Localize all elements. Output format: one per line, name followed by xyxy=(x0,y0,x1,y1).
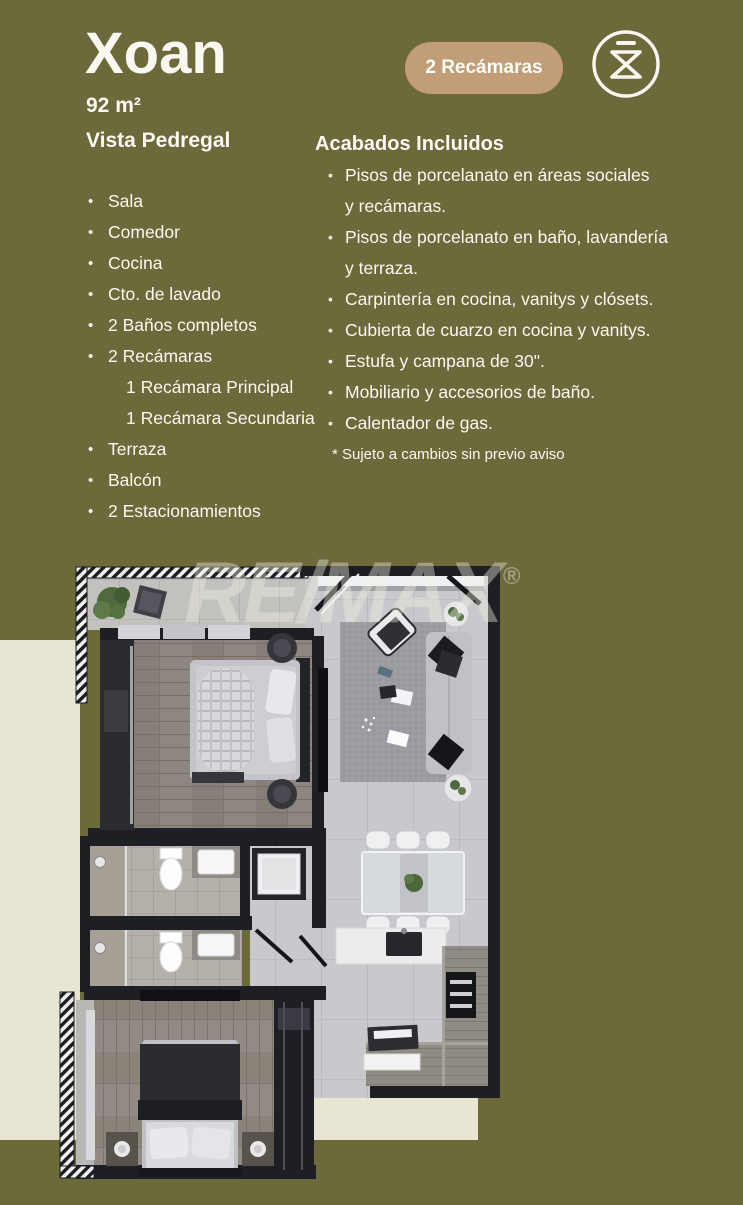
finishes-list-line: • Carpintería en cocina, vanitys y clósets. xyxy=(328,284,728,315)
unit-location: Vista Pedregal xyxy=(86,129,231,152)
registered-mark: ® xyxy=(502,563,521,590)
nightstand-left xyxy=(106,1132,138,1166)
laundry-machine xyxy=(252,848,306,900)
finishes-list-line: y recámaras. xyxy=(345,196,447,216)
finishes-list-line: • Pisos de porcelanato en áreas sociales xyxy=(328,160,728,191)
feature-list-item: • Comedor xyxy=(88,217,318,248)
unit-area: 92 m² xyxy=(86,94,141,117)
finishes-heading: Acabados Incluidos xyxy=(315,133,504,155)
finishes-list-line: • Mobiliario y accesorios de baño. xyxy=(328,377,728,408)
finishes-list-line: • Pisos de porcelanato en baño, lavandería xyxy=(328,222,728,253)
hourglass-logo-icon xyxy=(590,28,662,100)
stove xyxy=(446,972,476,1018)
master-tv-console xyxy=(318,668,328,792)
finishes-list-line: • Calentador de gas. xyxy=(328,408,728,439)
vanity-2 xyxy=(192,930,240,960)
kitchen-shelf xyxy=(364,1025,420,1070)
balcony-door xyxy=(86,1010,95,1160)
vanity-1 xyxy=(192,846,240,878)
shower-1 xyxy=(90,846,124,916)
feature-list-item: • Terraza xyxy=(88,434,318,465)
finishes-note: * Sujeto a cambios sin previo aviso xyxy=(332,446,565,463)
feature-list-item: • 2 Recámaras xyxy=(88,341,318,372)
dining-area xyxy=(362,831,464,934)
shower-2 xyxy=(90,930,124,986)
finishes-list-line: • Cubierta de cuarzo en cocina y vanitys. xyxy=(328,315,728,346)
feature-list-item: 1 Recámara Secundaria xyxy=(126,408,315,428)
master-bed xyxy=(190,658,310,783)
feature-list xyxy=(88,186,318,527)
bedrooms-badge xyxy=(405,42,563,94)
toilet-1 xyxy=(160,848,182,890)
finishes-list xyxy=(328,160,728,470)
toilet-2 xyxy=(160,932,182,972)
remax-watermark-brand: RE/MAX xyxy=(184,545,501,641)
sofa xyxy=(426,632,472,774)
feature-list-item: • Sala xyxy=(88,186,318,217)
finishes-list-line: y terraza. xyxy=(345,258,418,278)
page-title: Xoan xyxy=(85,21,227,86)
second-bed xyxy=(138,1040,242,1177)
feature-list-item: • 2 Baños completos xyxy=(88,310,318,341)
feature-list-item: 1 Recámara Principal xyxy=(126,377,294,397)
kitchen-sink xyxy=(386,932,422,956)
bedrooms-badge-label: 2 Recámaras xyxy=(425,57,543,78)
feature-list-item: • Balcón xyxy=(88,465,318,496)
feature-list-item: • Cto. de lavado xyxy=(88,279,318,310)
feature-list-item: • Cocina xyxy=(88,248,318,279)
nightstand-right xyxy=(242,1132,274,1166)
finishes-list-line: • Estufa y campana de 30". xyxy=(328,346,728,377)
master-closet xyxy=(100,640,134,830)
remax-watermark xyxy=(184,544,520,643)
balcony-railing xyxy=(60,992,74,1172)
second-tv xyxy=(140,990,240,1001)
feature-list-item: • 2 Estacionamientos xyxy=(88,496,318,527)
